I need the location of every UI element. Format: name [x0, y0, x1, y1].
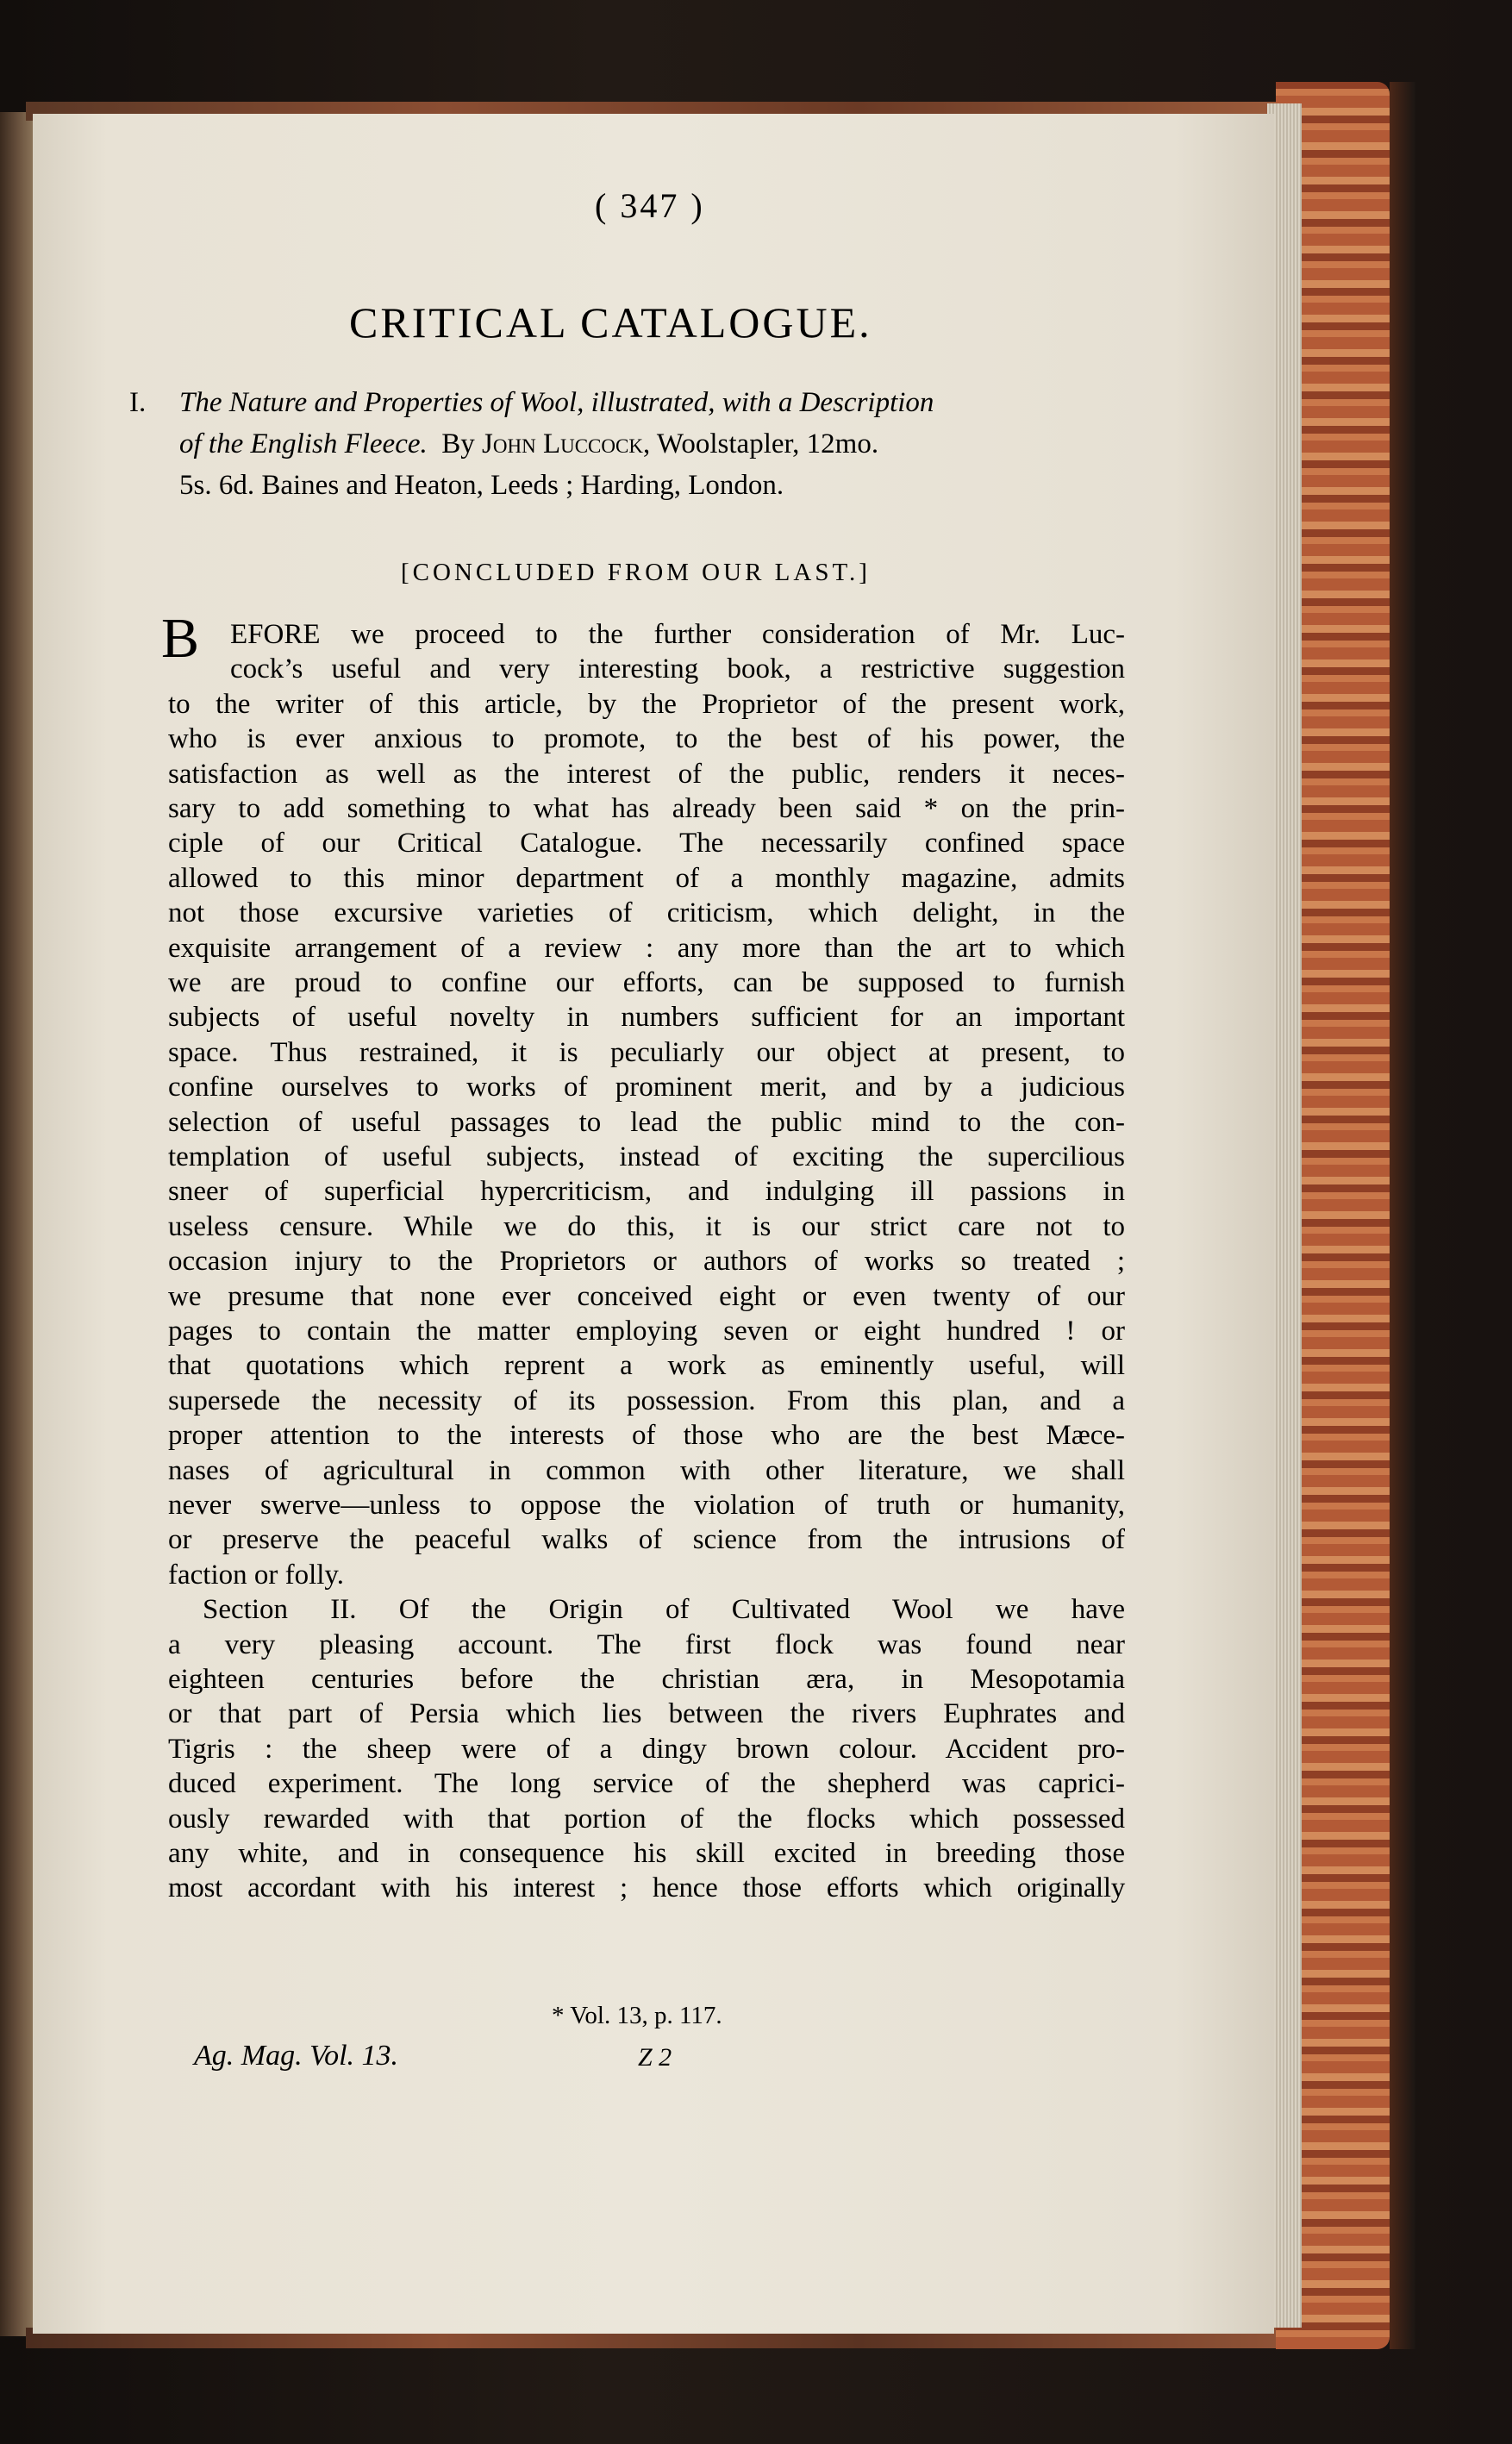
text-line: ously rewarded with that portion of the flocks which possessed — [168, 1803, 1125, 1835]
text-line: proper attention to the interests of those who are the best Mæce- — [168, 1420, 1125, 1452]
entry-title-line-3: 5s. 6d. Baines and Heaton, Leeds ; Harding, London. — [179, 470, 784, 501]
page-number: ( 347 ) — [595, 186, 705, 225]
text-line: pages to contain the matter employing seven or eight hundred ! or — [168, 1316, 1125, 1347]
text-line: selection of useful passages to lead the public mind to the con- — [168, 1106, 1125, 1138]
journal-reference: Ag. Mag. Vol. 13. — [194, 2040, 399, 2072]
text-line: occasion injury to the Proprietors or authors of works so treated ; — [168, 1246, 1125, 1278]
text-line: confine ourselves to works of prominent merit, and by a judicious — [168, 1072, 1125, 1103]
drop-cap: B — [161, 607, 200, 670]
text-line: faction or folly. — [168, 1559, 345, 1591]
left-page-edge — [0, 112, 33, 2336]
text-line: Tigris : the sheep were of a dingy brown colour. Accident pro- — [168, 1733, 1125, 1765]
text-line: we are proud to confine our efforts, can be supposed to furnish — [168, 967, 1125, 998]
text-line: most accordant with his interest ; hence those efforts which originally — [168, 1872, 1125, 1904]
cover-shadow — [1390, 82, 1415, 2349]
footnote: * Vol. 13, p. 117. — [552, 2002, 722, 2029]
text-line: exquisite arrangement of a review : any more than the art to which — [168, 932, 1125, 964]
text-line: useless censure. While we do this, it is our strict care not to — [168, 1210, 1125, 1242]
text-line: allowed to this minor department of a monthly magazine, admits — [168, 862, 1125, 894]
text-line: a very pleasing account. The first flock was found near — [168, 1628, 1125, 1660]
concluded-note: [CONCLUDED FROM OUR LAST.] — [401, 559, 871, 586]
text-line: sneer of superficial hypercriticism, and indulging ill passions in — [168, 1176, 1125, 1208]
text-line: or that part of Persia which lies between the rivers Euphrates and — [168, 1698, 1125, 1730]
text-line: satisfaction as well as the interest of the public, renders it neces- — [168, 758, 1125, 790]
text-line: we presume that none ever conceived eight or even twenty of our — [168, 1280, 1125, 1312]
signature-mark: Z 2 — [638, 2043, 672, 2072]
entry-author: John Luccock — [482, 428, 643, 459]
text-line: that quotations which reprent a work as eminently useful, will — [168, 1350, 1125, 1382]
text-line: EFORE we proceed to the further consideration of Mr. Luc- — [230, 619, 1125, 650]
text-line: nases of agricultural in common with other literature, we shall — [168, 1454, 1125, 1486]
text-line: any white, and in consequence his skill excited in breeding those — [168, 1838, 1125, 1869]
text-line: never swerve—unless to oppose the violation of truth or humanity, — [168, 1490, 1125, 1521]
entry-number: I. — [129, 387, 147, 418]
text-line: or preserve the peaceful walks of science from the intrusions of — [168, 1524, 1125, 1556]
text-line: templation of useful subjects, instead of exciting the supercilious — [168, 1141, 1125, 1172]
entry-title-line-1: The Nature and Properties of Wool, illustrated, with a Description — [179, 387, 934, 418]
page-title: CRITICAL CATALOGUE. — [349, 298, 872, 347]
text-line: eighteen centuries before the christian æra, in Mesopotamia — [168, 1664, 1125, 1695]
text-line: duced experiment. The long service of the shepherd was caprici- — [168, 1768, 1125, 1800]
text-line: subjects of useful novelty in numbers sufficient for an important — [168, 1002, 1125, 1034]
text-line: cock’s useful and very interesting book, a restrictive suggestion — [230, 653, 1125, 685]
text-line: supersede the necessity of its possession. From this plan, and a — [168, 1385, 1125, 1416]
text-line: who is ever anxious to promote, to the best of his power, the — [168, 723, 1125, 755]
text-line: ciple of our Critical Catalogue. The necessarily confined space — [168, 828, 1125, 859]
text-line: Section II. Of the Origin of Cultivated Wool we have — [203, 1594, 1125, 1626]
text-line: sary to add something to what has already been said * on the prin- — [168, 793, 1125, 824]
text-line: not those excursive varieties of criticism, which delight, in the — [168, 897, 1125, 929]
text-line: to the writer of this article, by the Proprietor of the present work, — [168, 688, 1125, 720]
entry-title-line-2: of the English Fleece. By John Luccock, Woolstapler, 12mo. — [179, 428, 879, 459]
text-line: space. Thus restrained, it is peculiarly our object at present, to — [168, 1036, 1125, 1068]
